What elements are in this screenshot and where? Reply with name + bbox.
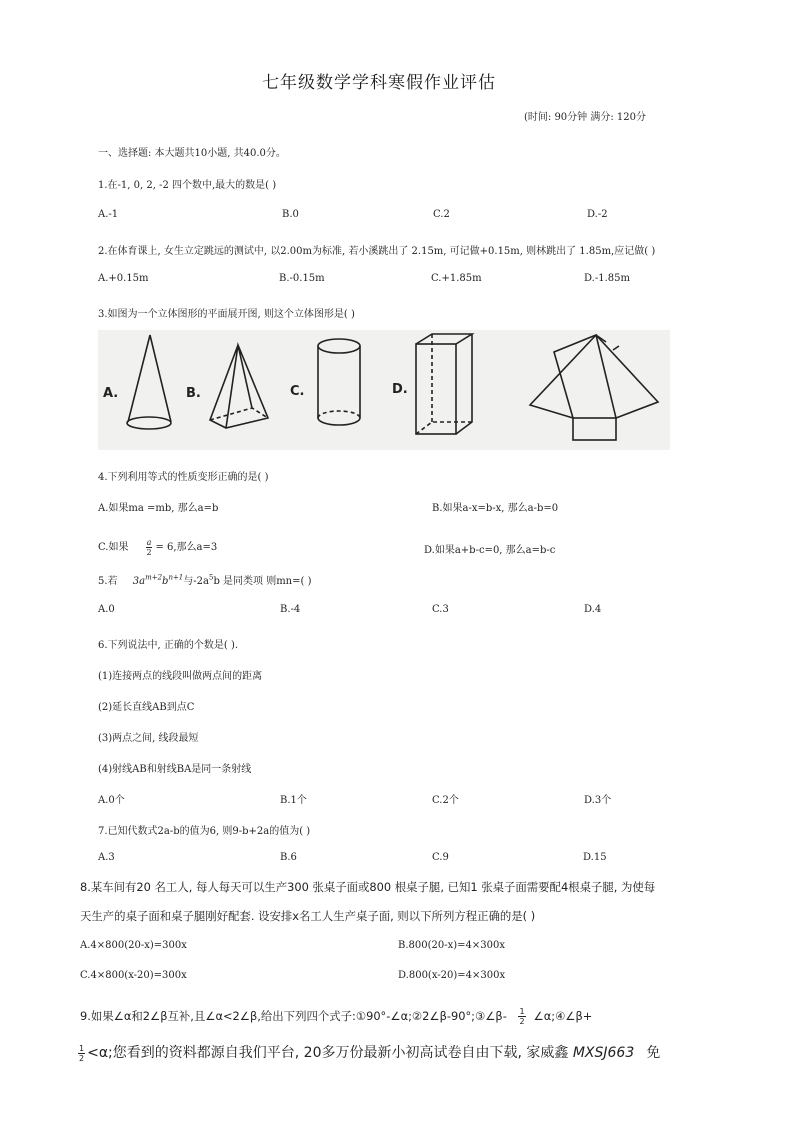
q1-option-b: B.0 (282, 209, 299, 220)
q1-option-a: A.-1 (98, 209, 119, 220)
q4-option-a: A.如果ma =mb, 那么a=b (98, 503, 219, 514)
q9-fraction-2: $\frac{1}{2}$ (79, 1043, 85, 1063)
figure-label-d: D. (392, 382, 408, 397)
q9-fraction-1: $\frac{1}{2}$ (519, 1007, 525, 1026)
q4-option-b: B.如果a-x=b-x, 那么a-b=0 (432, 503, 559, 514)
q6-item-4: (4)射线AB和射线BA是同一条射线 (98, 764, 252, 775)
question-2: 2.在体育课上, 女生立定跳远的测试中, 以2.00m为标准, 若小溪跳出了 2.15m, 可记做+0.15m, 则林跳出了 1.85m,应记做( ) (98, 246, 656, 257)
question-3: 3.如图为一个立体图形的平面展开图, 则这个立体图形是( ) (98, 309, 355, 320)
q6-item-3: (3)两点之间, 线段最短 (98, 733, 199, 744)
exam-meta: (时间: 90分钟 满分: 120分 (524, 112, 646, 123)
q6-item-1: (1)连接两点的线段叫做两点间的距离 (98, 671, 263, 682)
q7-option-d: D.15 (583, 852, 607, 863)
figure-label-b: B. (186, 386, 201, 401)
q2-option-c: C.+1.85m (431, 273, 482, 284)
q6-option-b: B.1个 (280, 795, 307, 806)
q7-option-b: B.6 (280, 852, 297, 863)
question-7: 7.已知代数式2a-b的值为6, 则9-b+2a的值为( ) (98, 826, 311, 837)
q4-option-c-rest: = 6,那么a=3 (155, 542, 218, 553)
figure-label-a: A. (103, 386, 119, 401)
question-9-line-1: 9.如果∠α和2∠β互补,且∠α<2∠β,给出下列四个式子:①90°-∠α;②2∠β-90°;③∠β- $\frac{1}{2}$ ∠α;④∠β+ (80, 1007, 593, 1026)
question-5: 5.若 $3a^{m+2}b^{n+1}$与$-2a^5b$ 是同类项 则mn=( ) (98, 573, 312, 587)
q6-item-2: (2)延长直线AB到点C (98, 702, 195, 713)
q2-option-b: B.-0.15m (279, 273, 325, 284)
question-4: 4.下列利用等式的性质变形正确的是( ) (98, 472, 269, 483)
question-9-line-2: $\frac{1}{2}$ <α;您看到的资料都源自我们平台, 20多万份最新小初高试卷自由下载, 家威鑫 MXSJ663 免 (79, 1043, 661, 1063)
cone-shape (128, 335, 171, 422)
q4-fraction: $\frac{a}{2}$ (146, 538, 152, 557)
q1-option-c: C.2 (433, 209, 450, 220)
question-1: 1.在-1, 0, 2, -2 四个数中,最大的数是( ) (98, 180, 277, 191)
promo-code: MXSJ663 (572, 1045, 635, 1061)
page-title: 七年级数学学科寒假作业评估 (262, 73, 496, 93)
question-6: 6.下列说法中, 正确的个数是( ). (98, 640, 239, 651)
figure-label-c: C. (290, 384, 305, 399)
q6-option-d: D.3个 (584, 795, 612, 806)
q8-option-a: A.4×800(20-x)=300x (80, 940, 187, 951)
expr-term-1: $3a^{m+2}b^{n+1}$ (132, 573, 184, 587)
q2-option-a: A.+0.15m (98, 273, 149, 284)
q2-option-d: D.-1.85m (584, 273, 630, 284)
q4-option-d: D.如果a+b-c=0, 那么a=b-c (424, 545, 556, 556)
question-8-line-2: 天生产的桌子面和桌子腿刚好配套. 设安排x名工人生产桌子面, 则以下所列方程正确的是( ) (80, 909, 536, 923)
q4-option-c-label: C.如果 (98, 542, 129, 553)
q1-option-d: D.-2 (587, 209, 608, 220)
q6-option-a: A.0个 (98, 795, 125, 806)
section-heading: 一、选择题: 本大题共10小题, 共40.0分。 (98, 148, 286, 159)
q5-option-d: D.4 (584, 604, 602, 615)
solid-figures (98, 330, 670, 450)
q5-option-a: A.0 (98, 604, 115, 615)
q6-option-c: C.2个 (432, 795, 459, 806)
solid-figures-drawing (98, 330, 670, 450)
q8-option-b: B.800(20-x)=4×300x (398, 940, 506, 951)
q7-option-c: C.9 (432, 852, 449, 863)
q5-option-c: C.3 (432, 604, 449, 615)
q5-option-b: B.-4 (280, 604, 301, 615)
q8-option-d: D.800(x-20)=4×300x (398, 970, 506, 981)
q8-option-c: C.4×800(x-20)=300x (80, 970, 187, 981)
q7-option-a: A.3 (98, 852, 115, 863)
q4-option-c (98, 538, 217, 557)
question-8-line-1: 8.某车间有20 名工人, 每人每天可以生产300 张桌子面或800 根桌子腿, 已知1 张桌子面需要配4根桌子腿, 为使每 (80, 880, 656, 894)
